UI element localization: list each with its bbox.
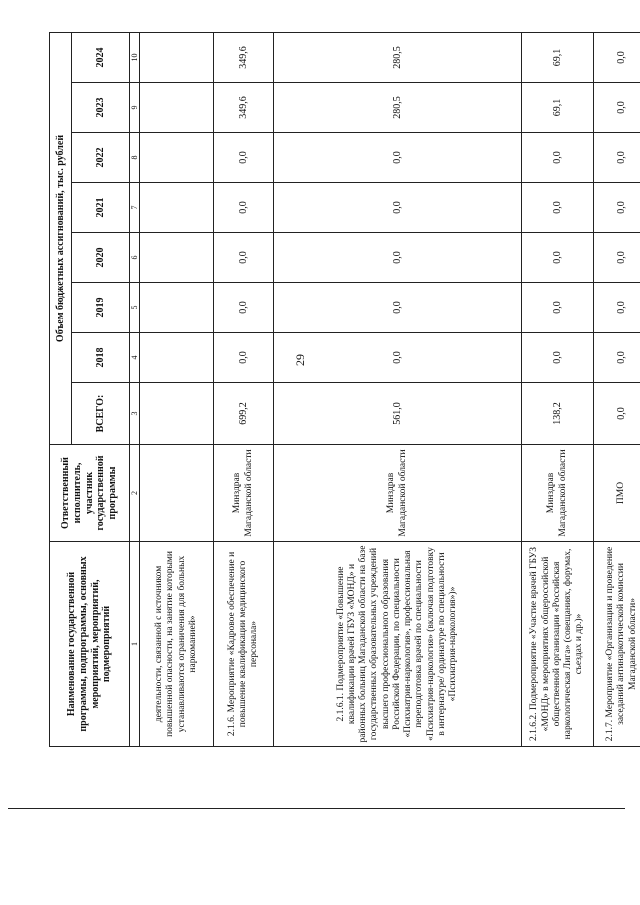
row-year-value: 0,0	[522, 183, 594, 233]
row-total-value: 0,0	[594, 383, 640, 445]
row-year-value	[140, 83, 214, 133]
row-responsible: Минздрав Магаданской области	[214, 445, 274, 542]
row-year-value	[140, 283, 214, 333]
table-row	[274, 32, 522, 746]
header-year: 2024	[72, 32, 130, 82]
column-number: 1	[130, 542, 140, 747]
header-year: 2020	[72, 233, 130, 283]
row-year-value: 0,0	[274, 183, 522, 233]
row-year-value: 69,1	[522, 32, 594, 82]
budget-table	[49, 32, 640, 747]
table-row	[522, 32, 594, 746]
table-row	[140, 32, 214, 746]
budget-table-region	[49, 33, 638, 747]
table-row	[214, 32, 274, 746]
horizontal-rule	[8, 808, 625, 809]
header-year: 2019	[72, 283, 130, 333]
row-year-value: 0,0	[594, 333, 640, 383]
row-year-value	[140, 233, 214, 283]
table-row	[594, 32, 640, 746]
header-year: 2021	[72, 183, 130, 233]
column-number: 2	[130, 445, 140, 542]
column-number: 8	[130, 133, 140, 183]
row-year-value: 0,0	[522, 133, 594, 183]
row-year-value	[140, 183, 214, 233]
row-year-value: 0,0	[594, 83, 640, 133]
header-responsible: Ответственный исполнитель, участник государственной программы	[50, 445, 130, 542]
row-year-value: 280,5	[274, 32, 522, 82]
row-name: 2.1.6.2. Подмероприятие «Участие врачей ГБУЗ «МОНД» в мероприятиях общероссийской общественной организации «Российская наркологическая Лига» (совещаниях, форумах, съездах и др.)»	[522, 542, 594, 747]
column-number: 6	[130, 233, 140, 283]
table-body	[140, 32, 640, 746]
header-year: 2018	[72, 333, 130, 383]
row-name: 2.1.7. Мероприятие «Организация и проведение заседаний антинаркотической комиссии Магаданской области»	[594, 542, 640, 747]
row-year-value: 349,6	[214, 32, 274, 82]
row-year-value: 0,0	[274, 333, 522, 383]
row-responsible: Минздрав Магаданской области	[274, 445, 522, 542]
row-total-value: 699,2	[214, 383, 274, 445]
row-year-value: 0,0	[522, 233, 594, 283]
column-number: 3	[130, 383, 140, 445]
header-name: Наименование государственной программы, подпрограммы, основных мероприятий, мероприятий, подмероприятий	[50, 542, 130, 747]
column-number: 9	[130, 83, 140, 133]
row-year-value: 0,0	[594, 283, 640, 333]
column-number-row	[130, 32, 140, 746]
row-year-value	[140, 333, 214, 383]
header-year: 2023	[72, 83, 130, 133]
row-year-value: 0,0	[214, 333, 274, 383]
header-budget: Объем бюджетных ассигнований, тыс. рублей	[50, 32, 72, 444]
row-total-value: 138,2	[522, 383, 594, 445]
row-year-value	[140, 133, 214, 183]
row-total-value	[140, 383, 214, 445]
row-year-value: 0,0	[594, 133, 640, 183]
column-number: 4	[130, 333, 140, 383]
row-year-value: 0,0	[214, 183, 274, 233]
row-year-value	[140, 32, 214, 82]
column-number: 7	[130, 183, 140, 233]
row-year-value: 0,0	[274, 133, 522, 183]
row-responsible: ПМО	[594, 445, 640, 542]
row-year-value: 0,0	[594, 183, 640, 233]
row-total-value: 561,0	[274, 383, 522, 445]
column-number: 5	[130, 283, 140, 333]
row-year-value: 69,1	[522, 83, 594, 133]
header-total: ВСЕГО:	[72, 383, 130, 445]
row-year-value: 0,0	[522, 283, 594, 333]
row-year-value: 0,0	[214, 233, 274, 283]
row-year-value: 280,5	[274, 83, 522, 133]
row-name: деятельности, связанной с источником повышенной опасности, на занятие которыми устанавливаются ограничения для больных наркоманией»	[140, 542, 214, 747]
row-year-value: 0,0	[214, 133, 274, 183]
row-year-value: 0,0	[274, 233, 522, 283]
column-number: 10	[130, 32, 140, 82]
row-responsible	[140, 445, 214, 542]
page-number: 29	[293, 354, 307, 366]
row-year-value: 0,0	[594, 32, 640, 82]
row-year-value: 0,0	[522, 333, 594, 383]
rotated-table-container	[49, 33, 638, 747]
row-name: 2.1.6. Мероприятие «Кадровое обеспечение и повышение квалификации медицинского персонала»	[214, 542, 274, 747]
row-name: 2.1.6.1. Подмероприятие «Повышение квалификации врачей ГБУЗ «МОНД» и районных больниц Магаданской области на базе государственных образовательных учреждений высшего профессионального образования Российской Федерации, по специальности «Психиатрия-наркология», профессиональная переподготовка врачей по специальности «Психиатрия-наркология» (включая подготовку в интернатуре/ ординатуре по специальности «Психиатрия-наркология»)»	[274, 542, 522, 747]
row-year-value: 0,0	[214, 283, 274, 333]
row-year-value: 0,0	[594, 233, 640, 283]
header-year: 2022	[72, 133, 130, 183]
row-year-value: 0,0	[274, 283, 522, 333]
row-responsible: Минздрав Магаданской области	[522, 445, 594, 542]
row-year-value: 349,6	[214, 83, 274, 133]
